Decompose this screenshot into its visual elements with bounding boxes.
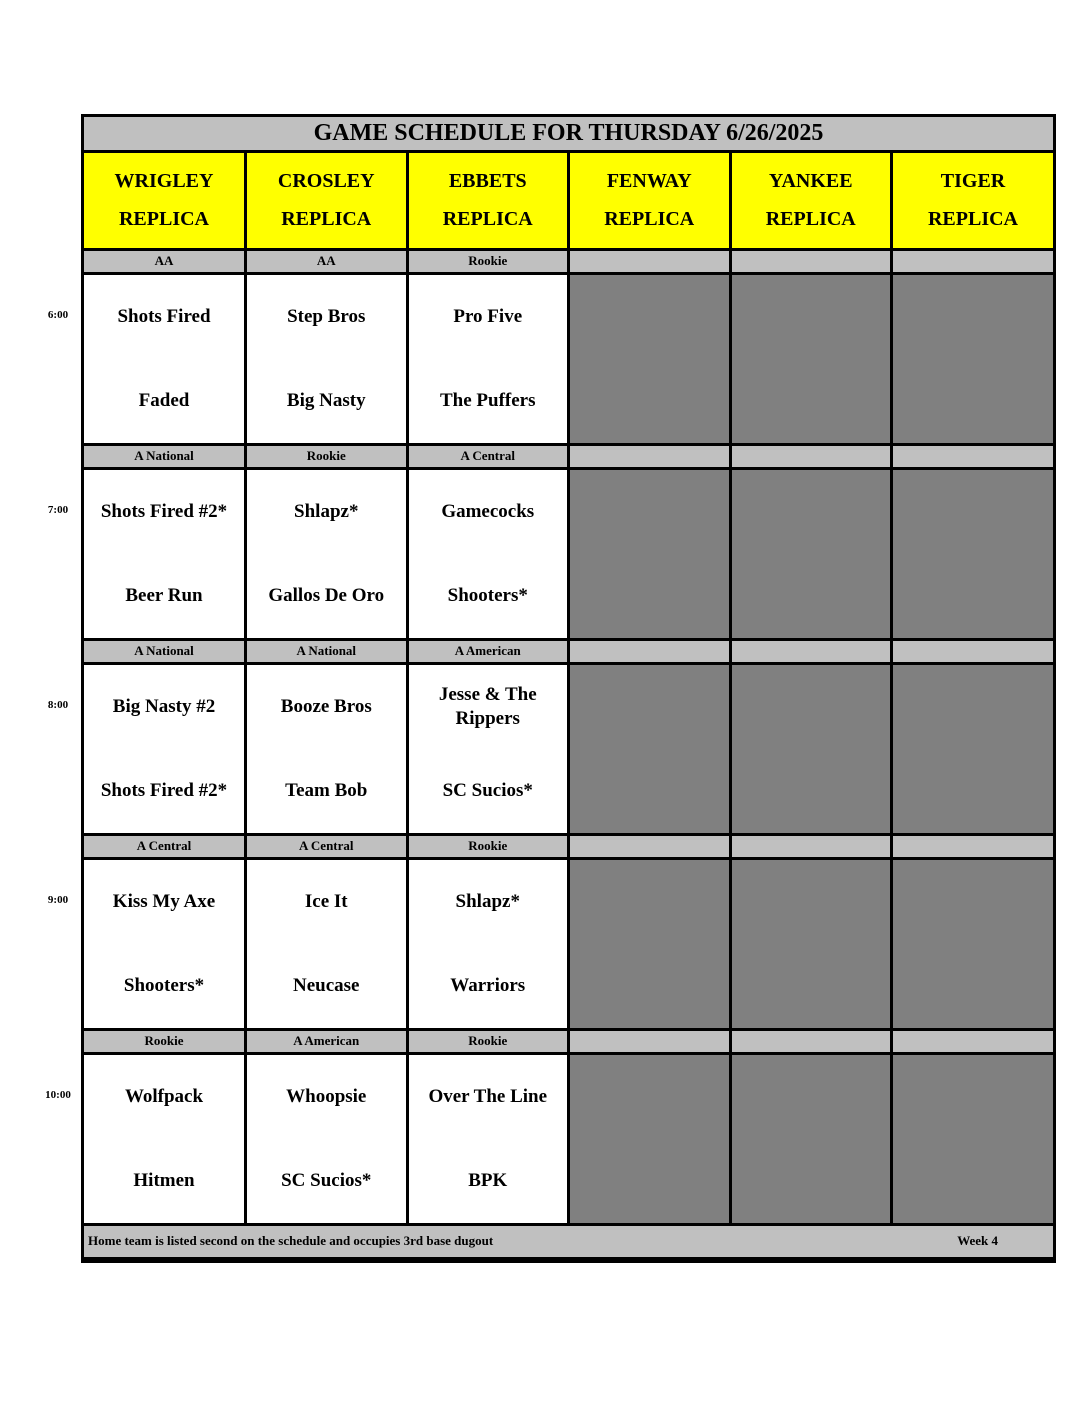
division-label bbox=[569, 834, 731, 858]
time-label: 7:00 bbox=[47, 504, 69, 516]
division-label: A National bbox=[246, 639, 408, 663]
schedule-table bbox=[84, 117, 1053, 1260]
game-cell bbox=[407, 1053, 569, 1224]
game-cell bbox=[84, 468, 246, 639]
venue-name: EBBETS bbox=[448, 170, 527, 192]
division-label bbox=[569, 249, 731, 273]
away-team: Shots Fired #2* bbox=[100, 500, 228, 522]
unused-cell bbox=[730, 858, 892, 1029]
division-label bbox=[730, 639, 892, 663]
matchup bbox=[84, 665, 244, 833]
footer-content bbox=[84, 1233, 1053, 1249]
venue-name: TIGER bbox=[940, 170, 1006, 192]
game-cell bbox=[246, 468, 408, 639]
division-label bbox=[730, 1029, 892, 1053]
away-team: Shots Fired bbox=[117, 305, 211, 327]
division-label bbox=[730, 249, 892, 273]
division-label: AA bbox=[84, 249, 246, 273]
unused-cell bbox=[892, 663, 1054, 834]
venue-header bbox=[730, 151, 892, 249]
division-label bbox=[892, 639, 1054, 663]
home-team: Shooters* bbox=[447, 584, 528, 606]
matchup bbox=[84, 470, 244, 638]
division-label bbox=[892, 834, 1054, 858]
venue-name: WRIGLEY bbox=[114, 170, 214, 192]
venue-name: YANKEE bbox=[768, 170, 853, 192]
division-label: A American bbox=[246, 1029, 408, 1053]
matchup bbox=[247, 860, 406, 1028]
away-team: Shlapz* bbox=[455, 890, 520, 912]
matchup bbox=[247, 275, 406, 443]
division-label bbox=[730, 834, 892, 858]
division-label: Rookie bbox=[407, 834, 569, 858]
venue-header bbox=[892, 151, 1054, 249]
away-team: Booze Bros bbox=[280, 695, 372, 717]
time-label: 10:00 bbox=[45, 1089, 71, 1101]
home-team: Shots Fired #2* bbox=[100, 779, 228, 801]
unused-cell bbox=[730, 273, 892, 444]
unused-cell bbox=[730, 468, 892, 639]
division-label: A Central bbox=[246, 834, 408, 858]
division-label: Rookie bbox=[407, 249, 569, 273]
away-team: Wolfpack bbox=[124, 1085, 204, 1107]
unused-cell bbox=[892, 273, 1054, 444]
unused-cell bbox=[892, 468, 1054, 639]
home-team: Hitmen bbox=[133, 1169, 195, 1191]
game-cell bbox=[84, 1053, 246, 1224]
venue-sub: REPLICA bbox=[118, 208, 209, 230]
away-team: Ice It bbox=[304, 890, 348, 912]
game-cell bbox=[84, 663, 246, 834]
game-cell bbox=[246, 858, 408, 1029]
matchup bbox=[84, 860, 244, 1028]
home-team: Team Bob bbox=[285, 779, 368, 801]
venue-header bbox=[407, 151, 569, 249]
division-label: A American bbox=[407, 639, 569, 663]
time-label: 8:00 bbox=[47, 699, 69, 711]
venue-header bbox=[246, 151, 408, 249]
game-cell bbox=[246, 1053, 408, 1224]
division-label bbox=[730, 444, 892, 468]
week-label: Week 4 bbox=[957, 1233, 998, 1248]
division-label bbox=[892, 1029, 1054, 1053]
home-team: SC Sucios* bbox=[442, 779, 533, 801]
venue-sub: REPLICA bbox=[927, 208, 1018, 230]
unused-cell bbox=[892, 1053, 1054, 1224]
footer-row bbox=[84, 1224, 1053, 1258]
away-team: Gamecocks bbox=[441, 500, 535, 522]
matchup bbox=[247, 1055, 406, 1223]
home-team: BPK bbox=[468, 1169, 508, 1191]
unused-cell bbox=[730, 1053, 892, 1224]
unused-cell bbox=[730, 663, 892, 834]
unused-cell bbox=[569, 273, 731, 444]
unused-cell bbox=[892, 858, 1054, 1029]
division-label bbox=[569, 444, 731, 468]
unused-cell bbox=[569, 858, 731, 1029]
matchup bbox=[409, 860, 568, 1028]
home-team: SC Sucios* bbox=[281, 1169, 372, 1191]
away-team: Pro Five bbox=[453, 305, 523, 327]
division-label: Rookie bbox=[407, 1029, 569, 1053]
matchup bbox=[247, 470, 406, 638]
home-team: Gallos De Oro bbox=[268, 584, 385, 606]
matchup bbox=[409, 1055, 568, 1223]
division-label: A National bbox=[84, 639, 246, 663]
matchup bbox=[247, 665, 406, 833]
page-title: GAME SCHEDULE FOR THURSDAY 6/26/2025 bbox=[84, 117, 1053, 151]
matchup bbox=[409, 665, 568, 833]
unused-cell bbox=[569, 663, 731, 834]
home-team: Shooters* bbox=[123, 974, 205, 996]
division-label: Rookie bbox=[84, 1029, 246, 1053]
away-team: Kiss My Axe bbox=[112, 890, 216, 912]
division-label: A Central bbox=[84, 834, 246, 858]
home-team: Faded bbox=[138, 389, 190, 411]
matchup bbox=[409, 275, 568, 443]
division-label: A National bbox=[84, 444, 246, 468]
venue-sub: REPLICA bbox=[281, 208, 372, 230]
division-label bbox=[569, 1029, 731, 1053]
time-label: 6:00 bbox=[47, 309, 69, 321]
away-team: Jesse & The Rippers bbox=[438, 683, 537, 729]
matchup bbox=[84, 275, 244, 443]
venue-name: CROSLEY bbox=[277, 170, 375, 192]
away-team: Shlapz* bbox=[294, 500, 359, 522]
venue-sub: REPLICA bbox=[442, 208, 533, 230]
venue-name: FENWAY bbox=[606, 170, 692, 192]
venue-header bbox=[84, 151, 246, 249]
matchup bbox=[409, 470, 568, 638]
time-label: 9:00 bbox=[47, 894, 69, 906]
away-team: Step Bros bbox=[287, 305, 366, 327]
venue-sub: REPLICA bbox=[604, 208, 695, 230]
home-team: The Puffers bbox=[439, 389, 536, 411]
game-cell bbox=[84, 858, 246, 1029]
unused-cell bbox=[569, 468, 731, 639]
away-team: Over The Line bbox=[428, 1085, 548, 1107]
home-team: Warriors bbox=[450, 974, 526, 996]
matchup bbox=[84, 1055, 244, 1223]
game-cell bbox=[407, 273, 569, 444]
division-label bbox=[569, 639, 731, 663]
division-label bbox=[892, 249, 1054, 273]
division-label: A Central bbox=[407, 444, 569, 468]
game-cell bbox=[246, 273, 408, 444]
division-label: Rookie bbox=[246, 444, 408, 468]
division-label bbox=[892, 444, 1054, 468]
venue-sub: REPLICA bbox=[765, 208, 856, 230]
unused-cell bbox=[569, 1053, 731, 1224]
game-cell bbox=[246, 663, 408, 834]
home-team: Beer Run bbox=[125, 584, 203, 606]
schedule-sheet bbox=[81, 114, 1056, 1263]
game-cell bbox=[407, 858, 569, 1029]
game-cell bbox=[84, 273, 246, 444]
game-cell bbox=[407, 663, 569, 834]
venue-header bbox=[569, 151, 731, 249]
footer-note: Home team is listed second on the schedule and occupies 3rd base dugout bbox=[88, 1233, 494, 1248]
home-team: Big Nasty bbox=[286, 389, 366, 411]
away-team: Whoopsie bbox=[286, 1085, 367, 1107]
game-cell bbox=[407, 468, 569, 639]
division-label: AA bbox=[246, 249, 408, 273]
home-team: Neucase bbox=[293, 974, 360, 996]
away-team: Big Nasty #2 bbox=[112, 695, 216, 717]
